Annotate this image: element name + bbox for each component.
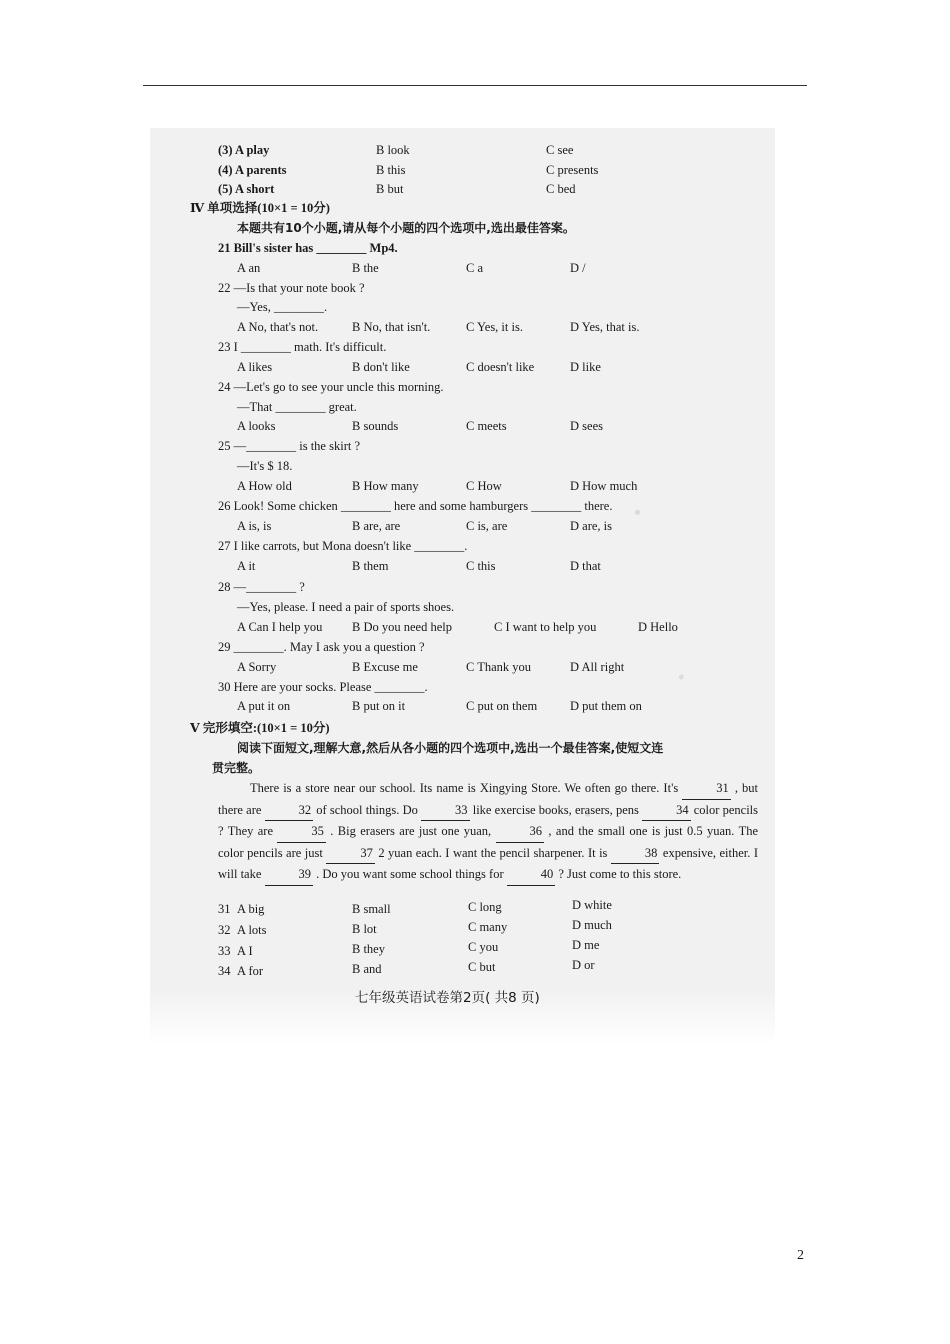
question-23-stem: 23 I ________ math. It's difficult. xyxy=(218,340,387,354)
q27-option-a: A it xyxy=(237,559,256,573)
section-5-instruction-line1: 阅读下面短文,理解大意,然后从各小题的四个选项中,选出一个最佳答案,使短文连 xyxy=(237,741,664,755)
q27-option-c: C this xyxy=(466,559,496,573)
blank-31: 31 xyxy=(682,778,731,800)
q24-option-d: D sees xyxy=(570,419,603,433)
cloze-passage: There is a store near our school. Its name is Xingying Store. We often go there. It's 31 , but there are 32 of school things. Do 33 like exercise books, erasers, pens 34 color pencils ? They are 35 . Big erasers are just one yuan, 36 , and the small one is just 0.5 yuan. The color pencils are just 37 2 yuan each. I want the pencil sharpener. It is 38 expensive, either. I will take 39 . Do you want some school things for 40 ? Just come to this store. xyxy=(218,778,758,886)
q21-option-b: B the xyxy=(352,261,379,275)
q21-option-c: C a xyxy=(466,261,484,275)
question-24-reply: —That ________ great. xyxy=(237,400,357,414)
blank-39: 39 xyxy=(265,864,314,886)
cloze-31-option-c: C long xyxy=(468,900,502,914)
option-5b: B but xyxy=(376,182,404,196)
blank-32: 32 xyxy=(265,800,314,822)
option-5a: (5) A short xyxy=(218,182,275,196)
cloze-33-option-c: C you xyxy=(468,940,499,954)
cloze-32-option-d: D much xyxy=(572,918,612,932)
option-5c: C bed xyxy=(546,182,576,196)
option-4a: (4) A parents xyxy=(218,163,287,177)
blank-34: 34 xyxy=(642,800,691,822)
q28-option-a: A Can I help you xyxy=(237,620,323,634)
option-3b: B look xyxy=(376,143,410,157)
q24-option-b: B sounds xyxy=(352,419,399,433)
cloze-34-option-c: C but xyxy=(468,960,496,974)
cloze-32-option-a: A lots xyxy=(237,923,267,937)
question-25-stem: 25 —________ is the skirt ? xyxy=(218,439,361,453)
question-22-reply: —Yes, ________. xyxy=(237,300,328,314)
q26-option-a: A is, is xyxy=(237,519,272,533)
cloze-33-number: 33 xyxy=(218,944,231,958)
q26-option-b: B are, are xyxy=(352,519,401,533)
blank-38: 38 xyxy=(611,843,660,865)
q25-option-d: D How much xyxy=(570,479,638,493)
question-28-stem: 28 —________ ? xyxy=(218,580,305,594)
question-22-stem: 22 —Is that your note book ? xyxy=(218,281,365,295)
cloze-34-option-d: D or xyxy=(572,958,595,972)
q21-option-a: A an xyxy=(237,261,261,275)
question-21-stem: 21 Bill's sister has ________ Mp4. xyxy=(218,241,398,255)
cloze-31-option-a: A big xyxy=(237,902,265,916)
option-4c: C presents xyxy=(546,163,599,177)
q25-option-b: B How many xyxy=(352,479,419,493)
q29-option-d: D All right xyxy=(570,660,625,674)
q23-option-a: A likes xyxy=(237,360,273,374)
question-24-stem: 24 —Let's go to see your uncle this morning. xyxy=(218,380,444,394)
q22-option-d: D Yes, that is. xyxy=(570,320,640,334)
q30-option-a: A put it on xyxy=(237,699,291,713)
cloze-31-option-d: D white xyxy=(572,898,612,912)
cloze-32-option-c: C many xyxy=(468,920,508,934)
q29-option-c: C Thank you xyxy=(466,660,532,674)
q23-option-c: C doesn't like xyxy=(466,360,535,374)
q22-option-b: B No, that isn't. xyxy=(352,320,431,334)
cloze-31-number: 31 xyxy=(218,902,231,916)
q25-option-a: A How old xyxy=(237,479,292,493)
cloze-32-option-b: B lot xyxy=(352,922,377,936)
option-3a: (3) A play xyxy=(218,143,270,157)
cloze-31-option-b: B small xyxy=(352,902,391,916)
blank-36: 36 xyxy=(496,821,545,843)
q30-option-b: B put on it xyxy=(352,699,406,713)
q30-option-d: D put them on xyxy=(570,699,642,713)
option-3c: C see xyxy=(546,143,574,157)
question-27-stem: 27 I like carrots, but Mona doesn't like ________. xyxy=(218,539,468,553)
q28-option-b: B Do you need help xyxy=(352,620,452,634)
q23-option-b: B don't like xyxy=(352,360,410,374)
cloze-33-option-d: D me xyxy=(572,938,600,952)
q27-option-b: B them xyxy=(352,559,389,573)
q30-option-c: C put on them xyxy=(466,699,538,713)
cloze-33-option-a: A I xyxy=(237,944,253,958)
q29-option-b: B Excuse me xyxy=(352,660,418,674)
exam-footer: 七年级英语试卷第2页( 共8 页) xyxy=(355,990,540,1006)
blank-33: 33 xyxy=(421,800,470,822)
q22-option-c: C Yes, it is. xyxy=(466,320,523,334)
q24-option-a: A looks xyxy=(237,419,276,433)
section-4-instruction: 本题共有10个小题,请从每个小题的四个选项中,选出最佳答案。 xyxy=(237,221,575,235)
cloze-33-option-b: B they xyxy=(352,942,385,956)
q28-option-c: C I want to help you xyxy=(494,620,597,634)
cloze-34-option-b: B and xyxy=(352,962,382,976)
q22-option-a: A No, that's not. xyxy=(237,320,319,334)
q26-option-d: D are, is xyxy=(570,519,612,533)
cloze-32-number: 32 xyxy=(218,923,231,937)
question-28-reply: —Yes, please. I need a pair of sports shoes. xyxy=(237,600,455,614)
blank-37: 37 xyxy=(326,843,375,865)
page-number: 2 xyxy=(797,1248,804,1263)
option-4b: B this xyxy=(376,163,406,177)
q25-option-c: C How xyxy=(466,479,502,493)
cloze-34-option-a: A for xyxy=(237,964,264,978)
q26-option-c: C is, are xyxy=(466,519,508,533)
section-5-instruction-line2: 贯完整。 xyxy=(212,761,261,775)
blank-40: 40 xyxy=(507,864,556,886)
q23-option-d: D like xyxy=(570,360,601,374)
section-4-heading: Ⅳ 单项选择(10×1 = 10分) xyxy=(190,201,330,215)
q29-option-a: A Sorry xyxy=(237,660,277,674)
question-29-stem: 29 ________. May I ask you a question ? xyxy=(218,640,425,654)
q28-option-d: D Hello xyxy=(638,620,678,634)
header-rule xyxy=(143,85,807,86)
q24-option-c: C meets xyxy=(466,419,507,433)
q27-option-d: D that xyxy=(570,559,601,573)
question-25-reply: —It's $ 18. xyxy=(237,459,293,473)
section-5-heading: Ⅴ 完形填空:(10×1 = 10分) xyxy=(190,721,330,735)
cloze-34-number: 34 xyxy=(218,964,231,978)
blank-35: 35 xyxy=(277,821,326,843)
question-26-stem: 26 Look! Some chicken ________ here and some hamburgers ________ there. xyxy=(218,499,613,513)
question-30-stem: 30 Here are your socks. Please ________. xyxy=(218,680,428,694)
q21-option-d: D / xyxy=(570,261,586,275)
